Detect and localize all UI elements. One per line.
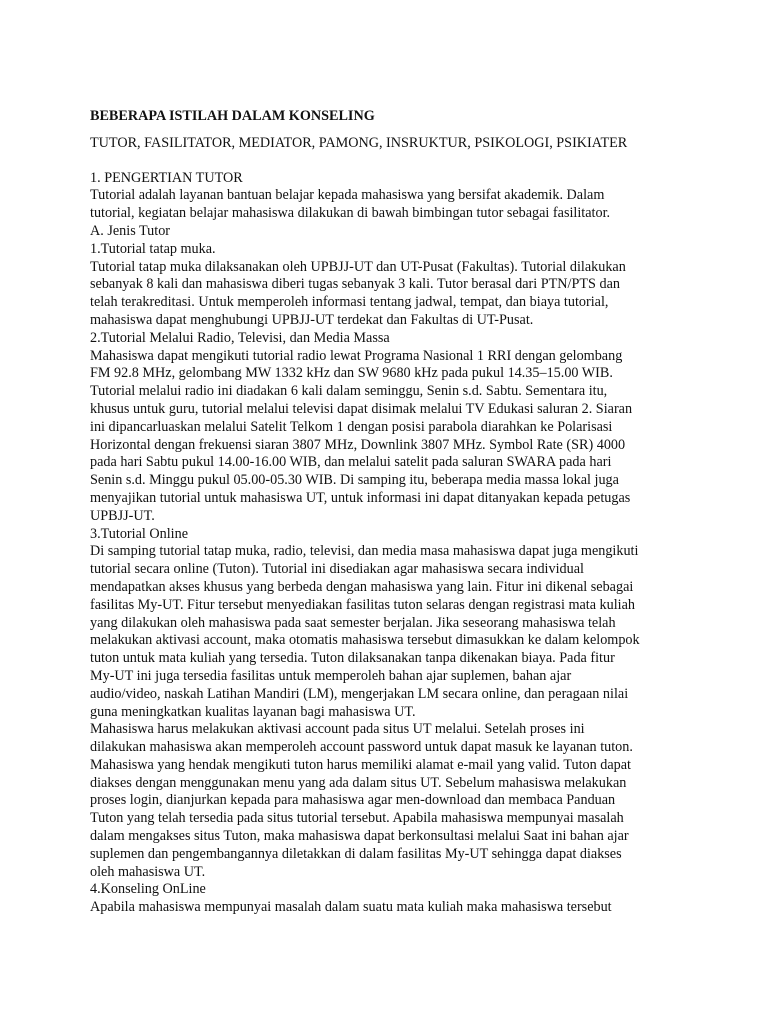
text-line: Tutorial melalui radio ini diadakan 6 kali dalam seminggu, Senin s.d. Sabtu. Sementara itu, xyxy=(90,383,608,400)
text-line: 3.Tutorial Online xyxy=(90,525,189,542)
text-line: Tutorial adalah layanan bantuan belajar kepada mahasiswa yang bersifat akademik. Dalam xyxy=(90,187,605,204)
text-line: Senin s.d. Minggu pukul 05.00-05.30 WIB. Di samping itu, beberapa media massa lokal juga xyxy=(90,472,619,489)
text-line: tuton untuk mata kuliah yang tersedia. Tuton dilaksanakan tanpa dikenakan biaya. Pada fitur xyxy=(90,650,615,667)
document-body xyxy=(90,108,690,917)
text-line: sebanyak 8 kali dan mahasiswa diberi tugas sebanyak 3 kali. Tutor berasal dari PTN/PTS dan xyxy=(90,276,620,293)
text-line: Tuton yang telah tersedia pada situs tutorial tersebut. Apabila mahasiswa mempunyai masalah xyxy=(90,810,624,827)
text-line: telah terakreditasi. Untuk memperoleh informasi tentang jadwal, tempat, dan biaya tutorial, xyxy=(90,294,609,311)
text-line: Mahasiswa yang hendak mengikuti tuton harus memiliki alamat e-mail yang valid. Tuton dapat xyxy=(90,756,631,773)
text-line: Mahasiswa harus melakukan aktivasi account pada situs UT melalui. Setelah proses ini xyxy=(90,721,585,738)
text-line: Tutorial tatap muka dilaksanakan oleh UPBJJ-UT dan UT-Pusat (Fakultas). Tutorial dilakukan xyxy=(90,258,626,275)
text-line: pada hari Sabtu pukul 14.00-16.00 WIB, dan melalui satelit pada saluran SWARA pada hari xyxy=(90,454,612,471)
text-line: guna meningkatkan kualitas layanan bagi mahasiswa UT. xyxy=(90,703,416,720)
text-line: tutorial, kegiatan belajar mahasiswa dilakukan di bawah bimbingan tutor sebagai fasilitator. xyxy=(90,205,611,222)
text-line: mendapatkan akses khusus yang berbeda dengan mahasiswa yang lain. Fitur ini dikenal sebagai xyxy=(90,578,634,595)
text-line: tutorial secara online (Tuton). Tutorial ini disediakan agar mahasiswa secara individual xyxy=(90,561,584,578)
text-line: Mahasiswa dapat mengikuti tutorial radio lewat Programa Nasional 1 RRI dengan gelombang xyxy=(90,347,623,364)
text-line: dilakukan mahasiswa akan memperoleh account password untuk dapat masuk ke layanan tuton. xyxy=(90,739,633,756)
text-line: suplemen dan pengembangannya diletakkan di dalam fasilitas My-UT sehingga dapat diakses xyxy=(90,845,622,862)
text-line: audio/video, naskah Latihan Mandiri (LM), mengerjakan LM secara online, dan peragaan nilai xyxy=(90,685,629,702)
text-line: khusus untuk guru, tutorial melalui televisi dapat disimak melalui TV Edukasi saluran 2. Siaran xyxy=(90,400,633,417)
document-title: BEBERAPA ISTILAH DALAM KONSELING xyxy=(90,108,375,124)
text-line: 4.Konseling OnLine xyxy=(90,881,206,898)
text-line: oleh mahasiswa UT. xyxy=(90,863,206,880)
text-line: Apabila mahasiswa mempunyai masalah dalam suatu mata kuliah maka mahasiswa tersebut xyxy=(90,899,612,916)
text-line: diakses dengan menggunakan menu yang ada dalam situs UT. Sebelum mahasiswa melakukan xyxy=(90,774,627,791)
text-line: 1. PENGERTIAN TUTOR xyxy=(90,169,243,186)
text-line: yang dilakukan oleh mahasiswa pada saat semester berjalan. Jika seseorang mahasiswa telah xyxy=(90,614,616,631)
text-line: melakukan aktivasi account, maka otomatis mahasiswa tersebut dimasukkan ke dalam kelompok xyxy=(90,632,640,649)
text-line: ini dipancarluaskan melalui Satelit Telkom 1 dengan posisi parabola diarahkan ke Polarisasi xyxy=(90,418,613,435)
text-line: Di samping tutorial tatap muka, radio, televisi, dan media masa mahasiswa dapat juga mengikuti xyxy=(90,543,639,560)
text-line: Horizontal dengan frekuensi siaran 3807 MHz, Downlink 3807 MHz. Symbol Rate (SR) 4000 xyxy=(90,436,626,453)
text-line: menyajikan tutorial untuk mahasiswa UT, untuk informasi ini dapat ditanyakan kepada petugas xyxy=(90,489,631,506)
text-line: dalam mengakses situs Tuton, maka mahasiswa dapat berkonsultasi melalui Saat ini bahan ajar xyxy=(90,828,629,845)
text-line: mahasiswa dapat menghubungi UPBJJ-UT terdekat dan Fakultas di UT-Pusat. xyxy=(90,311,534,328)
text-line: 1.Tutorial tatap muka. xyxy=(90,240,216,257)
text-line: A. Jenis Tutor xyxy=(90,222,171,239)
text-line: 2.Tutorial Melalui Radio, Televisi, dan Media Massa xyxy=(90,329,390,346)
text-line: My-UT ini juga tersedia fasilitas untuk memperoleh bahan ajar suplemen, bahan ajar xyxy=(90,667,572,684)
text-line: fasilitas My-UT. Fitur tersebut menyediakan fasilitas tuton selaras dengan registrasi mata kuliah xyxy=(90,596,636,613)
document-text xyxy=(90,170,690,917)
text-line: FM 92.8 MHz, gelombang MW 1332 kHz dan SW 9680 kHz pada pukul 14.35–15.00 WIB. xyxy=(90,365,613,382)
text-line: UPBJJ-UT. xyxy=(90,507,155,524)
document-subtitle: TUTOR, FASILITATOR, MEDIATOR, PAMONG, INSRUKTUR, PSIKOLOGI, PSIKIATER xyxy=(90,134,628,151)
text-line: proses login, dianjurkan kepada para mahasiswa agar men-download dan membaca Panduan xyxy=(90,792,616,809)
